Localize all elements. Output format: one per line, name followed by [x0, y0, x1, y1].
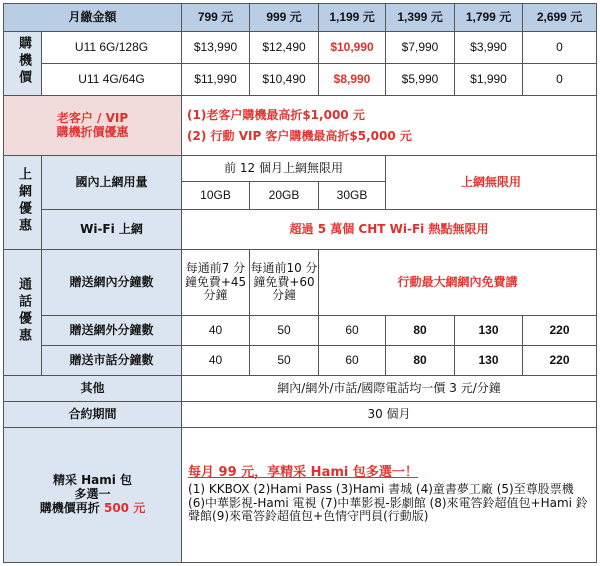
offnet-minutes-cell: 60	[319, 316, 386, 346]
landline-minutes-label: 贈送市話分鐘數	[42, 346, 182, 376]
device-price-cell: $11,990	[182, 64, 250, 96]
price-2699: 2,699 元	[523, 4, 597, 32]
model-name: U11 6G/128G	[42, 32, 182, 64]
device-price-cell: 0	[523, 32, 597, 64]
other-row	[4, 376, 597, 402]
vip-label-line1: 老客户 / VIP	[56, 110, 129, 125]
vip-label-line2: 購機折價優惠	[56, 124, 129, 139]
contract-row	[4, 402, 597, 428]
hami-offer-title: 每月 99 元，享精采 Hami 包多選一！	[188, 464, 418, 480]
price-799: 799 元	[182, 4, 250, 32]
device-price-cell: $8,990	[319, 64, 386, 96]
onnet-minutes-label: 贈送網內分鐘數	[42, 250, 182, 316]
offnet-minutes-label: 贈送網外分鐘數	[42, 316, 182, 346]
offnet-minutes-row	[4, 316, 597, 346]
model-name: U11 4G/64G	[42, 64, 182, 96]
wifi-row	[4, 210, 597, 250]
offnet-minutes-cell: 50	[250, 316, 319, 346]
landline-minutes-cell: 50	[250, 346, 319, 376]
device-price-cell: $13,990	[182, 32, 250, 64]
hami-label-line2: 多選一	[74, 487, 111, 502]
first-12-months-text: 前 12 個月上網無限用	[182, 156, 386, 182]
landline-minutes-row	[4, 346, 597, 376]
price-1399: 1,399 元	[386, 4, 455, 32]
plan-table	[3, 3, 597, 563]
contract-label: 合約期間	[4, 402, 182, 428]
data-cap-10gb: 10GB	[182, 182, 250, 210]
landline-minutes-cell: 40	[182, 346, 250, 376]
domestic-data-row	[4, 156, 597, 182]
landline-minutes-cell: 60	[319, 346, 386, 376]
data-cap-30gb: 30GB	[319, 182, 386, 210]
landline-minutes-cell: 130	[455, 346, 523, 376]
hami-offer-body: (1) KKBOX (2)Hami Pass (3)Hami 書城 (4)童書夢工廠 (5)至尊股票機 (6)中華影視-Hami 電視 (7)中華影視-影劇館 (8)來電答鈴超值包+Hami 鈴聲館(9)來電答鈴超值包+色情守門員(行動版)	[188, 481, 588, 524]
device-price-cell: $10,490	[250, 64, 319, 96]
device-price-cell: $1,990	[455, 64, 523, 96]
vip-offer-2: (2) 行動 VIP 客户購機最高折$5,000 元	[187, 128, 412, 143]
landline-minutes-cell: 220	[523, 346, 597, 376]
monthly-fee-label: 月繳金額	[4, 4, 182, 32]
device-row-128g	[4, 32, 597, 64]
hami-discount-amount: 500 元	[103, 500, 146, 515]
offnet-minutes-cell: 80	[386, 316, 455, 346]
vip-offer-1: (1)老客户購機最高折$1,000 元	[187, 108, 365, 123]
hami-label-line3	[4, 502, 181, 516]
header-row	[4, 4, 597, 32]
device-price-cell: 0	[523, 64, 597, 96]
wifi-text: 超過 5 萬個 CHT Wi-Fi 熱點無限用	[182, 210, 597, 250]
offnet-minutes-cell: 220	[523, 316, 597, 346]
onnet-999-text: 每通前10 分鐘免費+60 分鐘	[250, 250, 319, 316]
hami-row	[4, 428, 597, 563]
hami-discount-prefix: 購機價再折	[39, 500, 104, 515]
wifi-label: Wi-Fi 上網	[42, 210, 182, 250]
device-price-section-label: 購機價	[15, 36, 31, 88]
offnet-minutes-cell: 40	[182, 316, 250, 346]
domestic-data-label: 國內上網用量	[42, 156, 182, 210]
other-label: 其他	[4, 376, 182, 402]
price-1799: 1,799 元	[455, 4, 523, 32]
price-1199: 1,199 元	[319, 4, 386, 32]
data-cap-20gb: 20GB	[250, 182, 319, 210]
device-price-cell: $3,990	[455, 32, 523, 64]
device-price-cell: $12,490	[250, 32, 319, 64]
vip-row	[4, 96, 597, 156]
onnet-minutes-row	[4, 250, 597, 316]
device-price-cell: $10,990	[319, 32, 386, 64]
other-text: 網內/網外/市話/國際電話均一價 3 元/分鐘	[182, 376, 597, 402]
price-999: 999 元	[250, 4, 319, 32]
hami-label-line1: 精采 Hami 包	[52, 473, 133, 488]
device-row-64g	[4, 64, 597, 96]
hami-label	[4, 428, 182, 563]
device-price-cell: $5,990	[386, 64, 455, 96]
offnet-minutes-cell: 130	[455, 316, 523, 346]
unlimited-data-text: 上網無限用	[386, 156, 597, 210]
data-section-label: 上網優惠	[15, 166, 31, 235]
vip-offers	[182, 96, 597, 156]
vip-label	[4, 96, 182, 156]
device-price-cell: $7,990	[386, 32, 455, 64]
onnet-799-text: 每通前7 分鐘免費+45 分鐘	[182, 250, 250, 316]
landline-minutes-cell: 80	[386, 346, 455, 376]
onnet-free-text: 行動最大網網內免費講	[319, 250, 597, 316]
contract-value: 30 個月	[182, 402, 597, 428]
hami-offer	[182, 428, 597, 563]
call-section-label: 通話優惠	[15, 276, 31, 345]
